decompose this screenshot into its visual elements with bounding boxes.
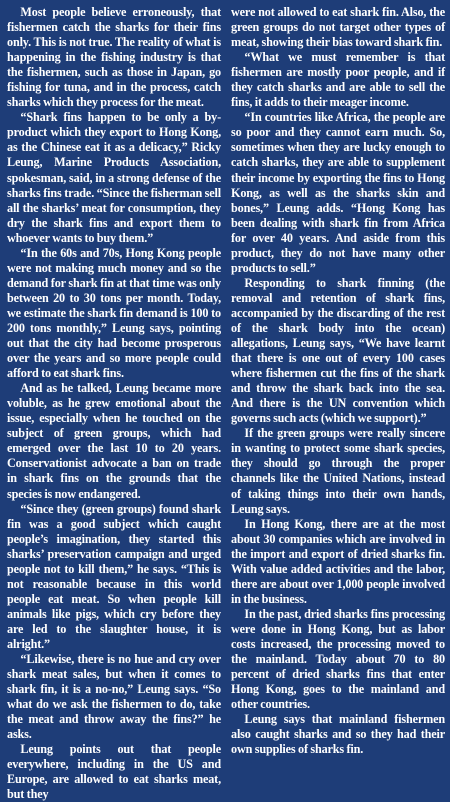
article-paragraph: If the green groups were really sincere in wanting to protect some shark species, they should go through the proper channels like the United Nations, instead of taking things into their own hands, Leung says. bbox=[231, 426, 445, 516]
article-paragraph: “Shark fins happen to be only a by-product which they export to Hong Kong, as the Chinese eat it as a delicacy,” Ricky Leung, Marine Products Association, spokesman, said, in a strong defense of the sharks fins trade. “Since the fisherman sell all the sharks’ meat for consumption, they dry the shark fins and export them to whoever wants to buy them.” bbox=[7, 110, 221, 245]
article-paragraph: “Since they (green groups) found shark fin was a good subject which caught people’s imagination, they started this sharks’ preservation campaign and urged people not to kill them,” he says. “This is not reasonable because in this world people eat meat. So when people kill animals like pigs, which cry before they are led to the slaughter house, it is alright.” bbox=[7, 501, 221, 651]
article-paragraph-continued: were not allowed to eat shark fin. Also, the green groups do not target other types of meat, showing their bias toward shark fin. bbox=[231, 5, 445, 50]
article-paragraph: “In the 60s and 70s, Hong Kong people were not making much money and so the demand for shark fin at that time was only between 20 to 30 tons per month. Today, we estimate the shark fin demand is 100 to 200 tons monthly,” Leung says, pointing out that the city had become prosperous over the years and so more people could afford to eat shark fins. bbox=[7, 245, 221, 381]
article-paragraph: Leung says that mainland fishermen also caught sharks and so they had their own supplies of sharks fin. bbox=[231, 712, 445, 757]
article-column-right bbox=[231, 5, 445, 794]
article-paragraph: Leung points out that people everywhere, including in the US and Europe, are allowed to eat sharks meat, but they bbox=[7, 742, 221, 802]
article-paragraph: In Hong Kong, there are at the most about 30 companies which are involved in the import and export of dried sharks fin. With value added activities and the labor, there are about over 1,000 people involved in the business. bbox=[231, 516, 445, 606]
article-paragraph: Most people believe erroneously, that fishermen catch the sharks for their fins only. This is not true. The reality of what is happening in the fishing industry is that the fishermen, such as those in Japan, go fishing for tuna, and in the process, catch sharks which they process for the meat. bbox=[7, 5, 221, 110]
article-paragraph: Responding to shark finning (the removal and retention of shark fins, accompanied by the discarding of the rest of the shark body into the ocean) allegations, Leung says, “We have learnt that there is one out of every 100 cases where fishermen cut the fins of the shark and throw the shark back into the sea. And there is the UN convention which governs such acts (which we support).” bbox=[231, 275, 445, 426]
article-paragraph: “Likewise, there is no hue and cry over shark meat sales, but when it comes to shark fin, it is a no-no,” Leung says. “So what do we ask the fishermen to do, take the meat and throw away the fins?” he asks. bbox=[7, 652, 221, 742]
article-paragraph: “What we must remember is that fishermen are mostly poor people, and if they catch sharks and are able to sell the fins, it adds to their meager income. bbox=[231, 50, 445, 110]
article-paragraph: “In countries like Africa, the people are so poor and they cannot earn much. So, sometimes when they are lucky enough to catch sharks, they are able to supplement their income by exporting the fins to Hong Kong, as well as the sharks skin and bones,” Leung adds. “Hong Kong has been dealing with shark fin from Africa for over 40 years. And aside from this product, they do not have many other products to sell.” bbox=[231, 110, 445, 275]
article-column-left bbox=[7, 5, 221, 802]
article-paragraph: In the past, dried sharks fins processing were done in Hong Kong, but as labor costs increased, the processing moved to the mainland. Today about 70 to 80 percent of dried sharks fins that enter Hong Kong, goes to the mainland and other countries. bbox=[231, 606, 445, 712]
article-paragraph: And as he talked, Leung became more voluble, as he grew emotional about the issue, especially when he touched on the subject of green groups, which had emerged over the last 10 to 20 years. Conservationist advocate a ban on trade in shark fins on the grounds that the species is now endangered. bbox=[7, 381, 221, 501]
